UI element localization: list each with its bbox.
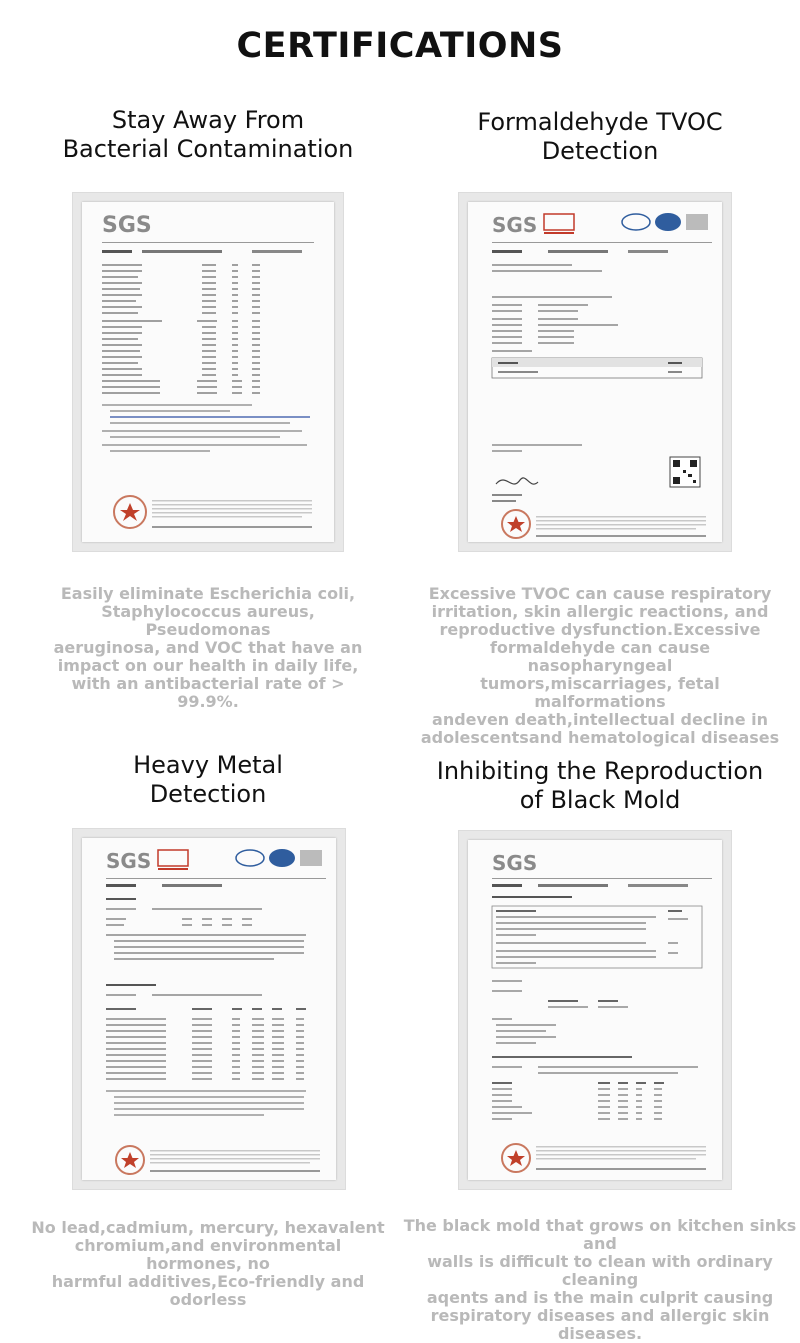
certificate-frame-black-mold <box>458 830 732 1190</box>
cma-number <box>544 232 574 234</box>
description-line: tumors,miscarriages, fetal malformations <box>480 674 720 711</box>
description-line: aeruginosa, and VOC that have an <box>53 638 363 657</box>
sgs-logo: SGS <box>492 851 538 875</box>
description-line: irritation, skin allergic reactions, and <box>431 602 769 621</box>
notes-block <box>102 404 310 452</box>
title-line: of Black Mold <box>519 786 681 814</box>
report-number <box>548 250 608 253</box>
divider-line <box>106 878 326 879</box>
test-method-block <box>106 898 306 996</box>
certificate-frame-formaldehyde <box>458 192 732 552</box>
sgs-logo: SGS <box>106 849 152 873</box>
page-indicator <box>252 250 302 253</box>
description-line: with an antibacterial rate of > 99.9%. <box>71 674 345 711</box>
description-line: reproductive dysfunction.Excessive <box>439 620 761 639</box>
notes-block <box>106 1090 306 1116</box>
description-line: chromium,and environmental hormones, no <box>74 1236 342 1273</box>
description-line: impact on our health in daily life, <box>57 656 359 675</box>
title-line: Detection <box>149 780 267 808</box>
report-heading <box>492 884 522 887</box>
test-table <box>106 1008 306 1080</box>
section-title-heavy-metal <box>48 751 368 809</box>
certificate-document <box>468 202 722 542</box>
section-description-heavy-metal <box>28 1219 388 1309</box>
section-description-black-mold <box>396 1217 800 1343</box>
description-line: harmful additives,Eco-friendly and odorless <box>51 1272 365 1309</box>
certificate-frame-heavy-metal <box>72 828 346 1190</box>
sgs-logo: SGS <box>102 213 152 238</box>
client-info <box>492 264 618 352</box>
certificate-document <box>468 840 722 1180</box>
seal-star <box>121 1152 139 1168</box>
certificate-frame-bacterial <box>72 192 344 552</box>
date-line <box>628 884 688 887</box>
description-line: Staphylococcus aureus, Pseudomonas <box>101 602 315 639</box>
footer-text <box>150 1150 320 1172</box>
seal-star <box>120 503 140 521</box>
footer-text <box>536 1146 706 1170</box>
footer-text <box>152 500 312 528</box>
section-description-bacterial <box>48 585 368 711</box>
description-line: formaldehyde can cause nasopharyngeal <box>489 638 711 675</box>
section-description-formaldehyde <box>420 585 780 747</box>
description-line: adolescentsand hematological diseases <box>420 728 780 747</box>
description-line: aqents and is the main culprit causing <box>426 1288 774 1307</box>
certificate-document <box>82 202 334 542</box>
test-table <box>492 1082 664 1120</box>
divider-line <box>102 242 314 243</box>
title-line: Detection <box>541 137 659 165</box>
signer-name <box>492 494 522 496</box>
testing-mark <box>300 850 322 866</box>
title-line: Stay Away From <box>111 106 305 134</box>
ilac-mark <box>622 214 650 230</box>
date-line <box>628 250 668 253</box>
certificate-sheet <box>468 840 722 1180</box>
divider-line <box>492 878 712 879</box>
title-line: Formaldehyde TVOC <box>477 108 723 136</box>
report-number <box>538 884 608 887</box>
description-line: Easily eliminate Escherichia coli, <box>60 584 356 603</box>
testing-mark <box>686 214 708 230</box>
sgs-logo: SGS <box>492 213 538 237</box>
cnas-mark <box>655 213 681 231</box>
title-line: Inhibiting the Reproduction <box>436 757 764 785</box>
divider-line <box>492 242 712 243</box>
sample-reference <box>492 896 572 898</box>
description-line: Excessive TVOC can cause respiratory <box>428 584 772 603</box>
description-line: andeven death,intellectual decline in <box>432 710 768 729</box>
certificate-sheet <box>82 202 334 542</box>
section-title-bacterial <box>48 106 368 164</box>
result-table <box>492 906 702 968</box>
description-line: The black mold that grows on kitchen sinks and <box>403 1216 797 1253</box>
section-title-formaldehyde <box>440 108 760 166</box>
test-table <box>102 264 260 394</box>
title-line: Bacterial Contamination <box>62 135 354 163</box>
qr-code <box>670 457 700 487</box>
lab-address <box>492 444 582 446</box>
cnas-mark <box>269 849 295 867</box>
description-line: walls is difficult to clean with ordinary cleaning <box>427 1252 773 1289</box>
report-number <box>142 250 222 253</box>
report-heading <box>492 250 522 253</box>
page-title: CERTIFICATIONS <box>236 26 564 66</box>
cma-mark <box>544 214 574 230</box>
cma-number <box>158 868 188 870</box>
footer-text <box>536 516 706 537</box>
seal-star <box>507 1150 525 1166</box>
report-heading <box>106 884 136 887</box>
description-line: No lead,cadmium, mercury, hexavalent <box>31 1218 385 1237</box>
report-heading <box>102 250 132 253</box>
report-number <box>162 884 222 887</box>
cma-mark <box>158 850 188 866</box>
ilac-mark <box>236 850 264 866</box>
section-title-black-mold <box>400 757 800 815</box>
certificate-sheet <box>468 202 722 542</box>
certificate-document <box>82 838 336 1180</box>
result-table-rows <box>496 910 688 964</box>
signature <box>496 478 538 484</box>
seal-star <box>507 516 525 532</box>
sample-info <box>492 980 698 1074</box>
description-line: respiratory diseases and allergic skin diseases. <box>430 1306 770 1343</box>
certificate-sheet <box>82 838 336 1180</box>
title-line: Heavy Metal <box>133 751 283 779</box>
